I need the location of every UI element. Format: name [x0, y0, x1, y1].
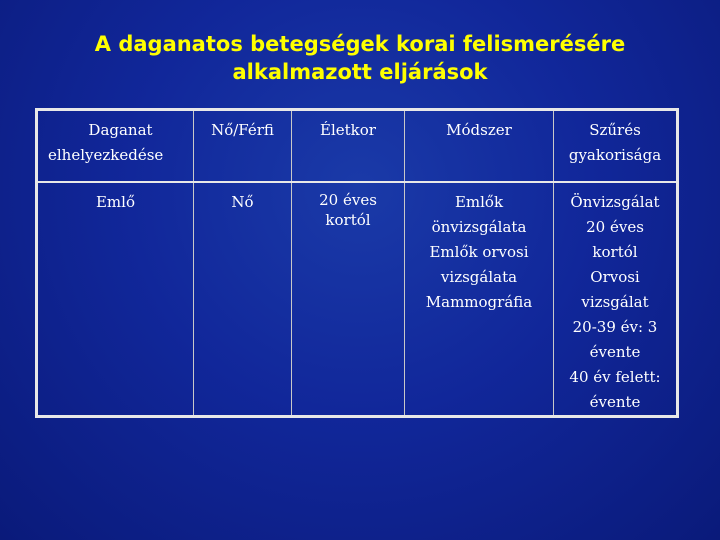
cell-frequency-line-1: Önvizsgálat — [570, 193, 660, 211]
cell-method-line-4: vizsgálata — [440, 268, 518, 286]
header-location — [37, 110, 194, 183]
title-line-2: alkalmazott eljárások — [232, 60, 488, 84]
cell-frequency-line-7: évente — [589, 343, 641, 361]
header-frequency-line-2: gyakorisága — [568, 146, 662, 164]
cell-age — [292, 182, 405, 417]
screening-table — [35, 108, 679, 418]
cell-frequency-line-5: vizsgálat — [581, 293, 649, 311]
cell-method-line-1: Emlők — [454, 193, 504, 211]
table-header-row — [37, 110, 678, 183]
cell-frequency-line-6: 20-39 év: 3 — [572, 318, 658, 336]
cell-method-line-2: önvizsgálata — [431, 218, 527, 236]
header-frequency — [554, 110, 678, 183]
cell-frequency-line-9: évente — [589, 393, 641, 411]
header-location-line-2: elhelyezkedése — [48, 146, 164, 164]
header-location-line-1: Daganat — [88, 121, 153, 139]
header-method: Módszer — [405, 110, 554, 183]
header-age: Életkor — [292, 110, 405, 183]
cell-frequency — [554, 182, 678, 417]
cell-frequency-line-8: 40 év felett: — [569, 368, 661, 386]
cell-method — [405, 182, 554, 417]
slide-title — [0, 30, 720, 86]
header-sex: Nő/Férfi — [194, 110, 292, 183]
cell-sex: Nő — [194, 182, 292, 417]
header-frequency-line-1: Szűrés — [589, 121, 641, 139]
cell-location: Emlő — [95, 193, 135, 211]
cell-frequency-line-3: kortól — [592, 243, 638, 261]
cell-method-line-3: Emlők orvosi — [429, 243, 529, 261]
cell-frequency-line-4: Orvosi — [590, 268, 640, 286]
cell-frequency-line-2: 20 éves — [586, 218, 644, 236]
table-row — [37, 182, 678, 417]
title-line-1: A daganatos betegségek korai felismerésére — [94, 32, 626, 56]
cell-age-line-2: kortól — [325, 211, 371, 229]
cell-method-line-5: Mammográfia — [425, 293, 533, 311]
cell-age-line-1: 20 éves — [319, 191, 377, 209]
